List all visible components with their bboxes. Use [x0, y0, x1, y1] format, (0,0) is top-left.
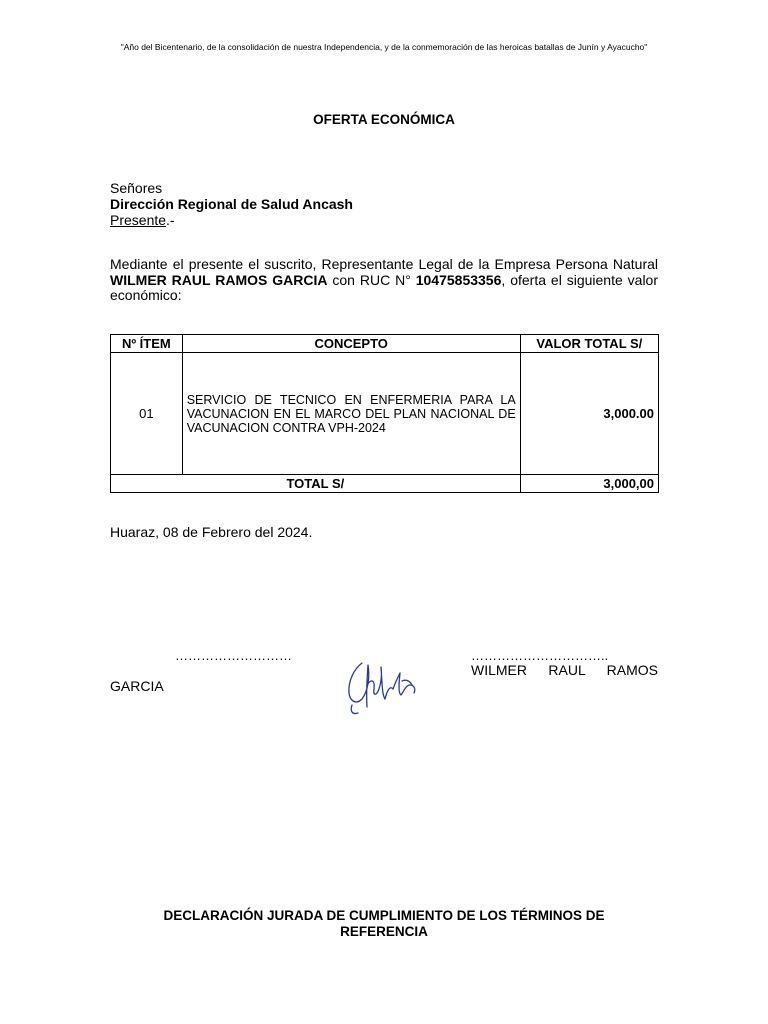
- declaration-title: [0, 908, 768, 940]
- salutation: Señores: [110, 180, 163, 196]
- table-row: [111, 353, 659, 475]
- signature-dots-left: ………………………: [175, 648, 292, 663]
- intro-paragraph: [110, 257, 658, 304]
- header-value: VALOR TOTAL S/: [520, 335, 658, 353]
- presente-suffix: .-: [166, 212, 175, 228]
- presente-line: [110, 212, 175, 228]
- signer-name-line2: GARCIA: [110, 678, 164, 694]
- date-line: Huaraz, 08 de Febrero del 2024.: [110, 524, 313, 540]
- total-value: 3,000,00: [520, 475, 658, 493]
- intro-text-2: con RUC N°: [327, 271, 416, 288]
- declaration-line2: REFERENCIA: [340, 924, 428, 939]
- header-motto: "Año del Bicentenario, de la consolidación de nuestra Independencia, y de la conmemoración de las heroicas batallas de Junín y Ayacucho": [120, 42, 648, 52]
- table-total-row: [111, 475, 659, 493]
- header-concept: CONCEPTO: [182, 335, 520, 353]
- signer-name-line1: WILMER RAUL RAMOS: [471, 662, 658, 678]
- declaration-line1: DECLARACIÓN JURADA DE CUMPLIMIENTO DE LOS TÉRMINOS DE: [163, 908, 605, 923]
- intro-company-name: WILMER RAUL RAMOS GARCIA: [110, 271, 328, 288]
- presente-word: Presente: [110, 212, 167, 228]
- offer-table: [110, 334, 659, 493]
- intro-text-3: , oferta el siguiente valor económico:: [110, 271, 659, 303]
- signature-dots-right: …………………………..: [471, 648, 609, 663]
- handwritten-signature: [340, 655, 430, 720]
- row-concept: SERVICIO DE TECNICO EN ENFERMERIA PARA LA VACUNACION EN EL MARCO DEL PLAN NACIONAL DE VACUNACION CONTRA VPH-2024: [182, 353, 520, 475]
- header-item: Nº ÍTEM: [111, 335, 183, 353]
- intro-text-1: Mediante el presente el suscrito, Representante Legal de la Empresa Persona Natural: [110, 256, 658, 272]
- row-value: 3,000.00: [520, 353, 658, 475]
- row-item: 01: [111, 353, 183, 475]
- table-header-row: [111, 335, 659, 353]
- total-label: TOTAL S/: [111, 475, 521, 493]
- document-title: OFERTA ECONÓMICA: [313, 112, 455, 127]
- recipient: Dirección Regional de Salud Ancash: [110, 196, 353, 212]
- intro-ruc: 10475853356: [415, 271, 502, 288]
